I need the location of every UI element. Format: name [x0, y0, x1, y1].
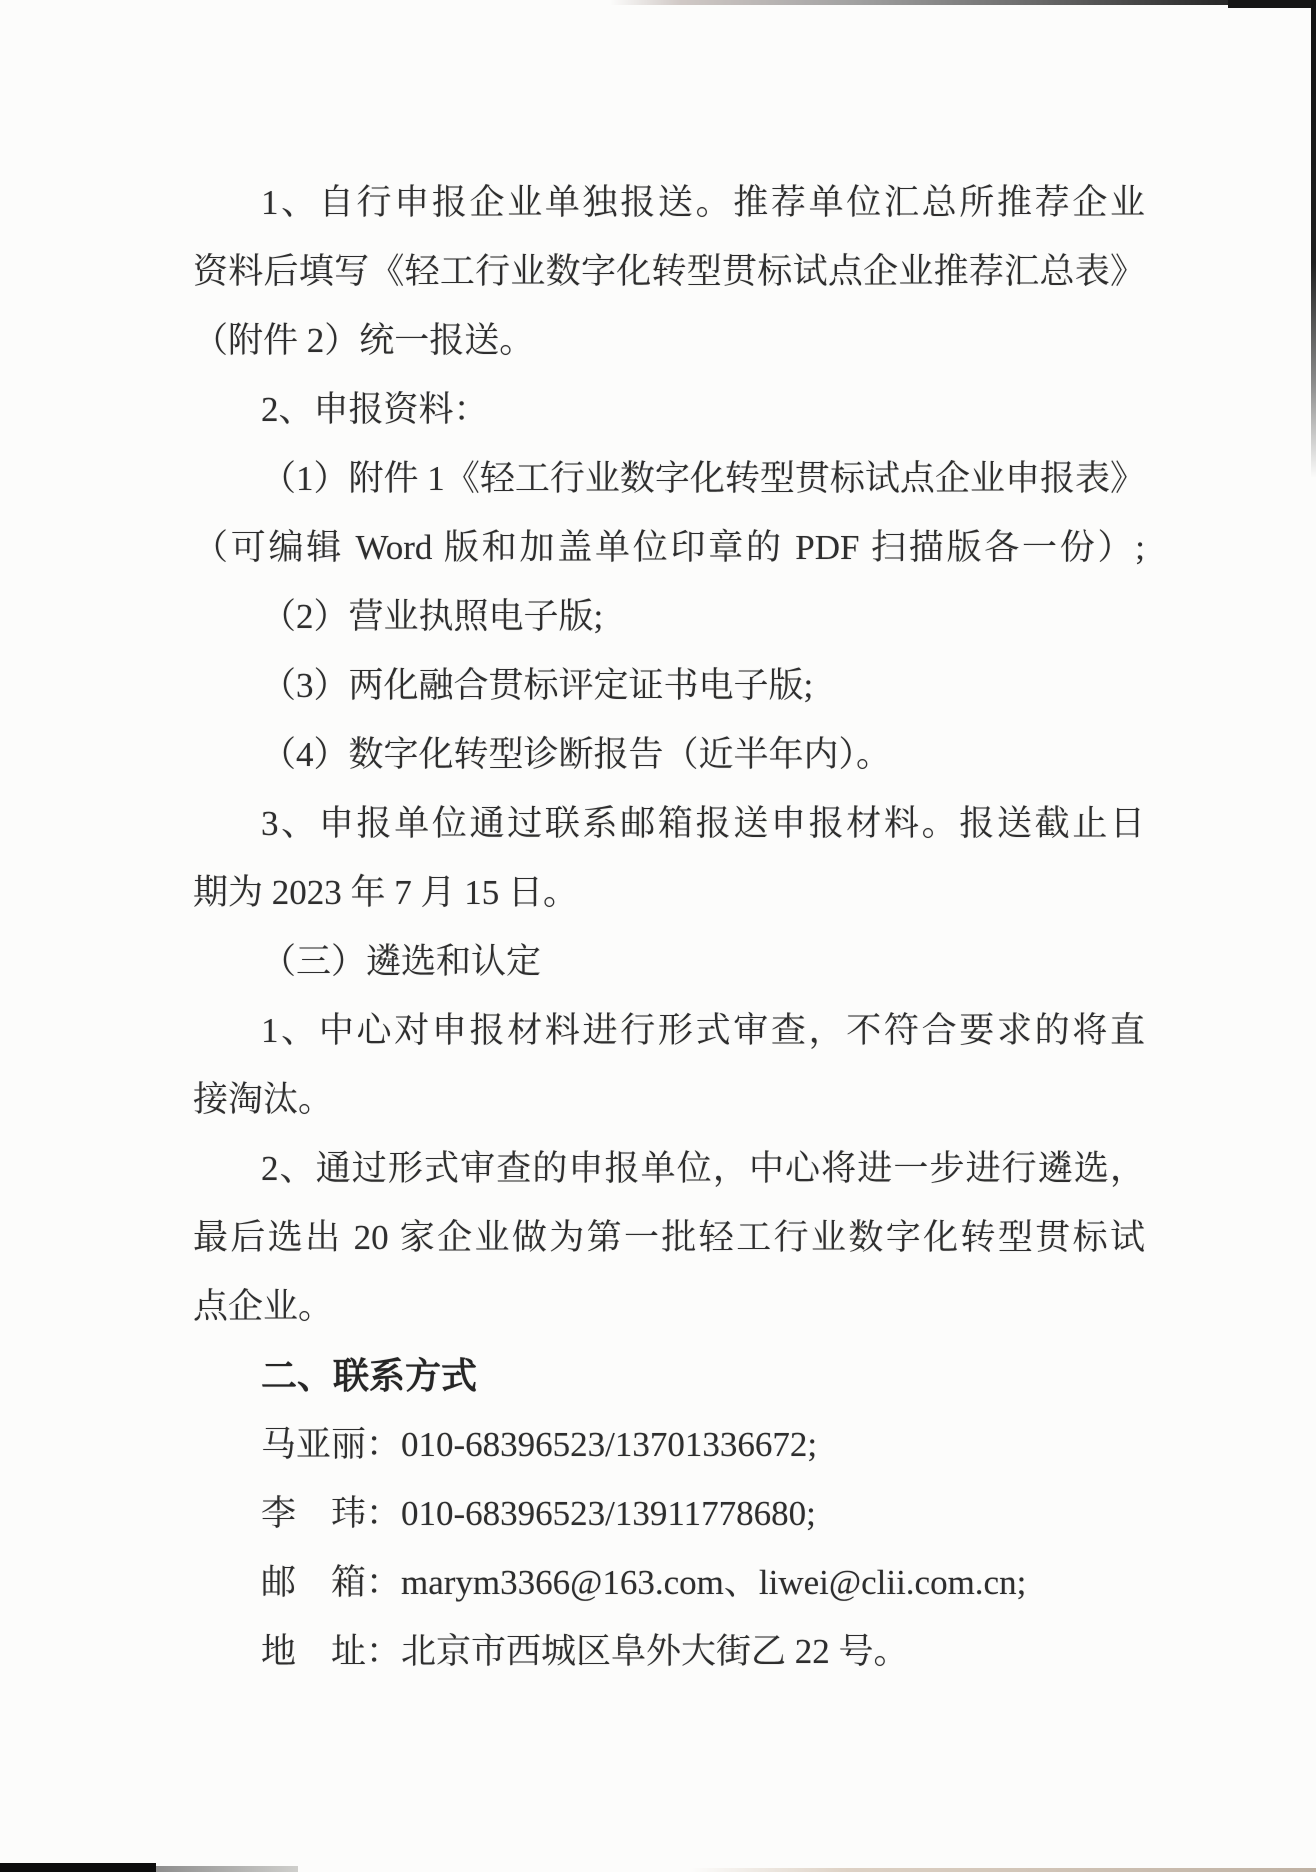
document-line: （3）两化融合贯标评定证书电子版; — [261, 666, 814, 705]
document-line: （2）营业执照电子版; — [261, 597, 604, 636]
section-heading: 二、联系方式 — [261, 1355, 478, 1396]
document-line: 马亚丽：010-68396523/13701336672; — [261, 1425, 818, 1464]
scan-artifact-top-edge — [610, 0, 1316, 5]
document-line: （可编辑 Word 版和加盖单位印章的 PDF 扫描版各一份）; — [193, 528, 1145, 567]
document-line: 期为 2023 年 7 月 15 日。 — [193, 873, 579, 912]
document-line: 1、自行申报企业单独报送。推荐单位汇总所推荐企业 — [261, 183, 1145, 222]
document-line: （1）附件 1《轻工行业数字化转型贯标试点企业申报表》 — [261, 459, 1145, 498]
document-line: （三）遴选和认定 — [261, 942, 542, 981]
document-line: 最后选出 20 家企业做为第一批轻工行业数字化转型贯标试 — [193, 1218, 1145, 1257]
document-line: 2、通过形式审查的申报单位，中心将进一步进行遴选， — [261, 1149, 1145, 1188]
document-line: 地 址：北京市西城区阜外大街乙 22 号。 — [261, 1632, 909, 1671]
document-line: 资料后填写《轻工行业数字化转型贯标试点企业推荐汇总表》 — [193, 252, 1145, 291]
document-line: 邮 箱：marym3366@163.com、liwei@clii.com.cn; — [261, 1563, 1027, 1602]
document-line: （附件 2）统一报送。 — [193, 321, 535, 360]
scan-artifact-top-right-corner — [1228, 0, 1316, 8]
scan-artifact-right-edge — [1311, 0, 1316, 478]
document-line: 1、中心对申报材料进行形式审查，不符合要求的将直 — [261, 1011, 1145, 1050]
scan-artifact-bottom-left — [0, 1863, 156, 1872]
document-line: 3、申报单位通过联系邮箱报送申报材料。报送截止日 — [261, 804, 1145, 843]
scan-artifact-bottom-edge — [690, 1868, 1316, 1872]
document-line: 接淘汰。 — [193, 1080, 334, 1119]
document-line: （4）数字化转型诊断报告（近半年内）。 — [261, 735, 892, 774]
document-line: 点企业。 — [193, 1287, 334, 1326]
scan-artifact-bottom-left-fade — [156, 1866, 298, 1872]
document-line: 李 玮：010-68396523/13911778680; — [261, 1494, 816, 1533]
document-body — [193, 168, 1145, 1686]
document-line: 2、申报资料： — [261, 390, 489, 429]
